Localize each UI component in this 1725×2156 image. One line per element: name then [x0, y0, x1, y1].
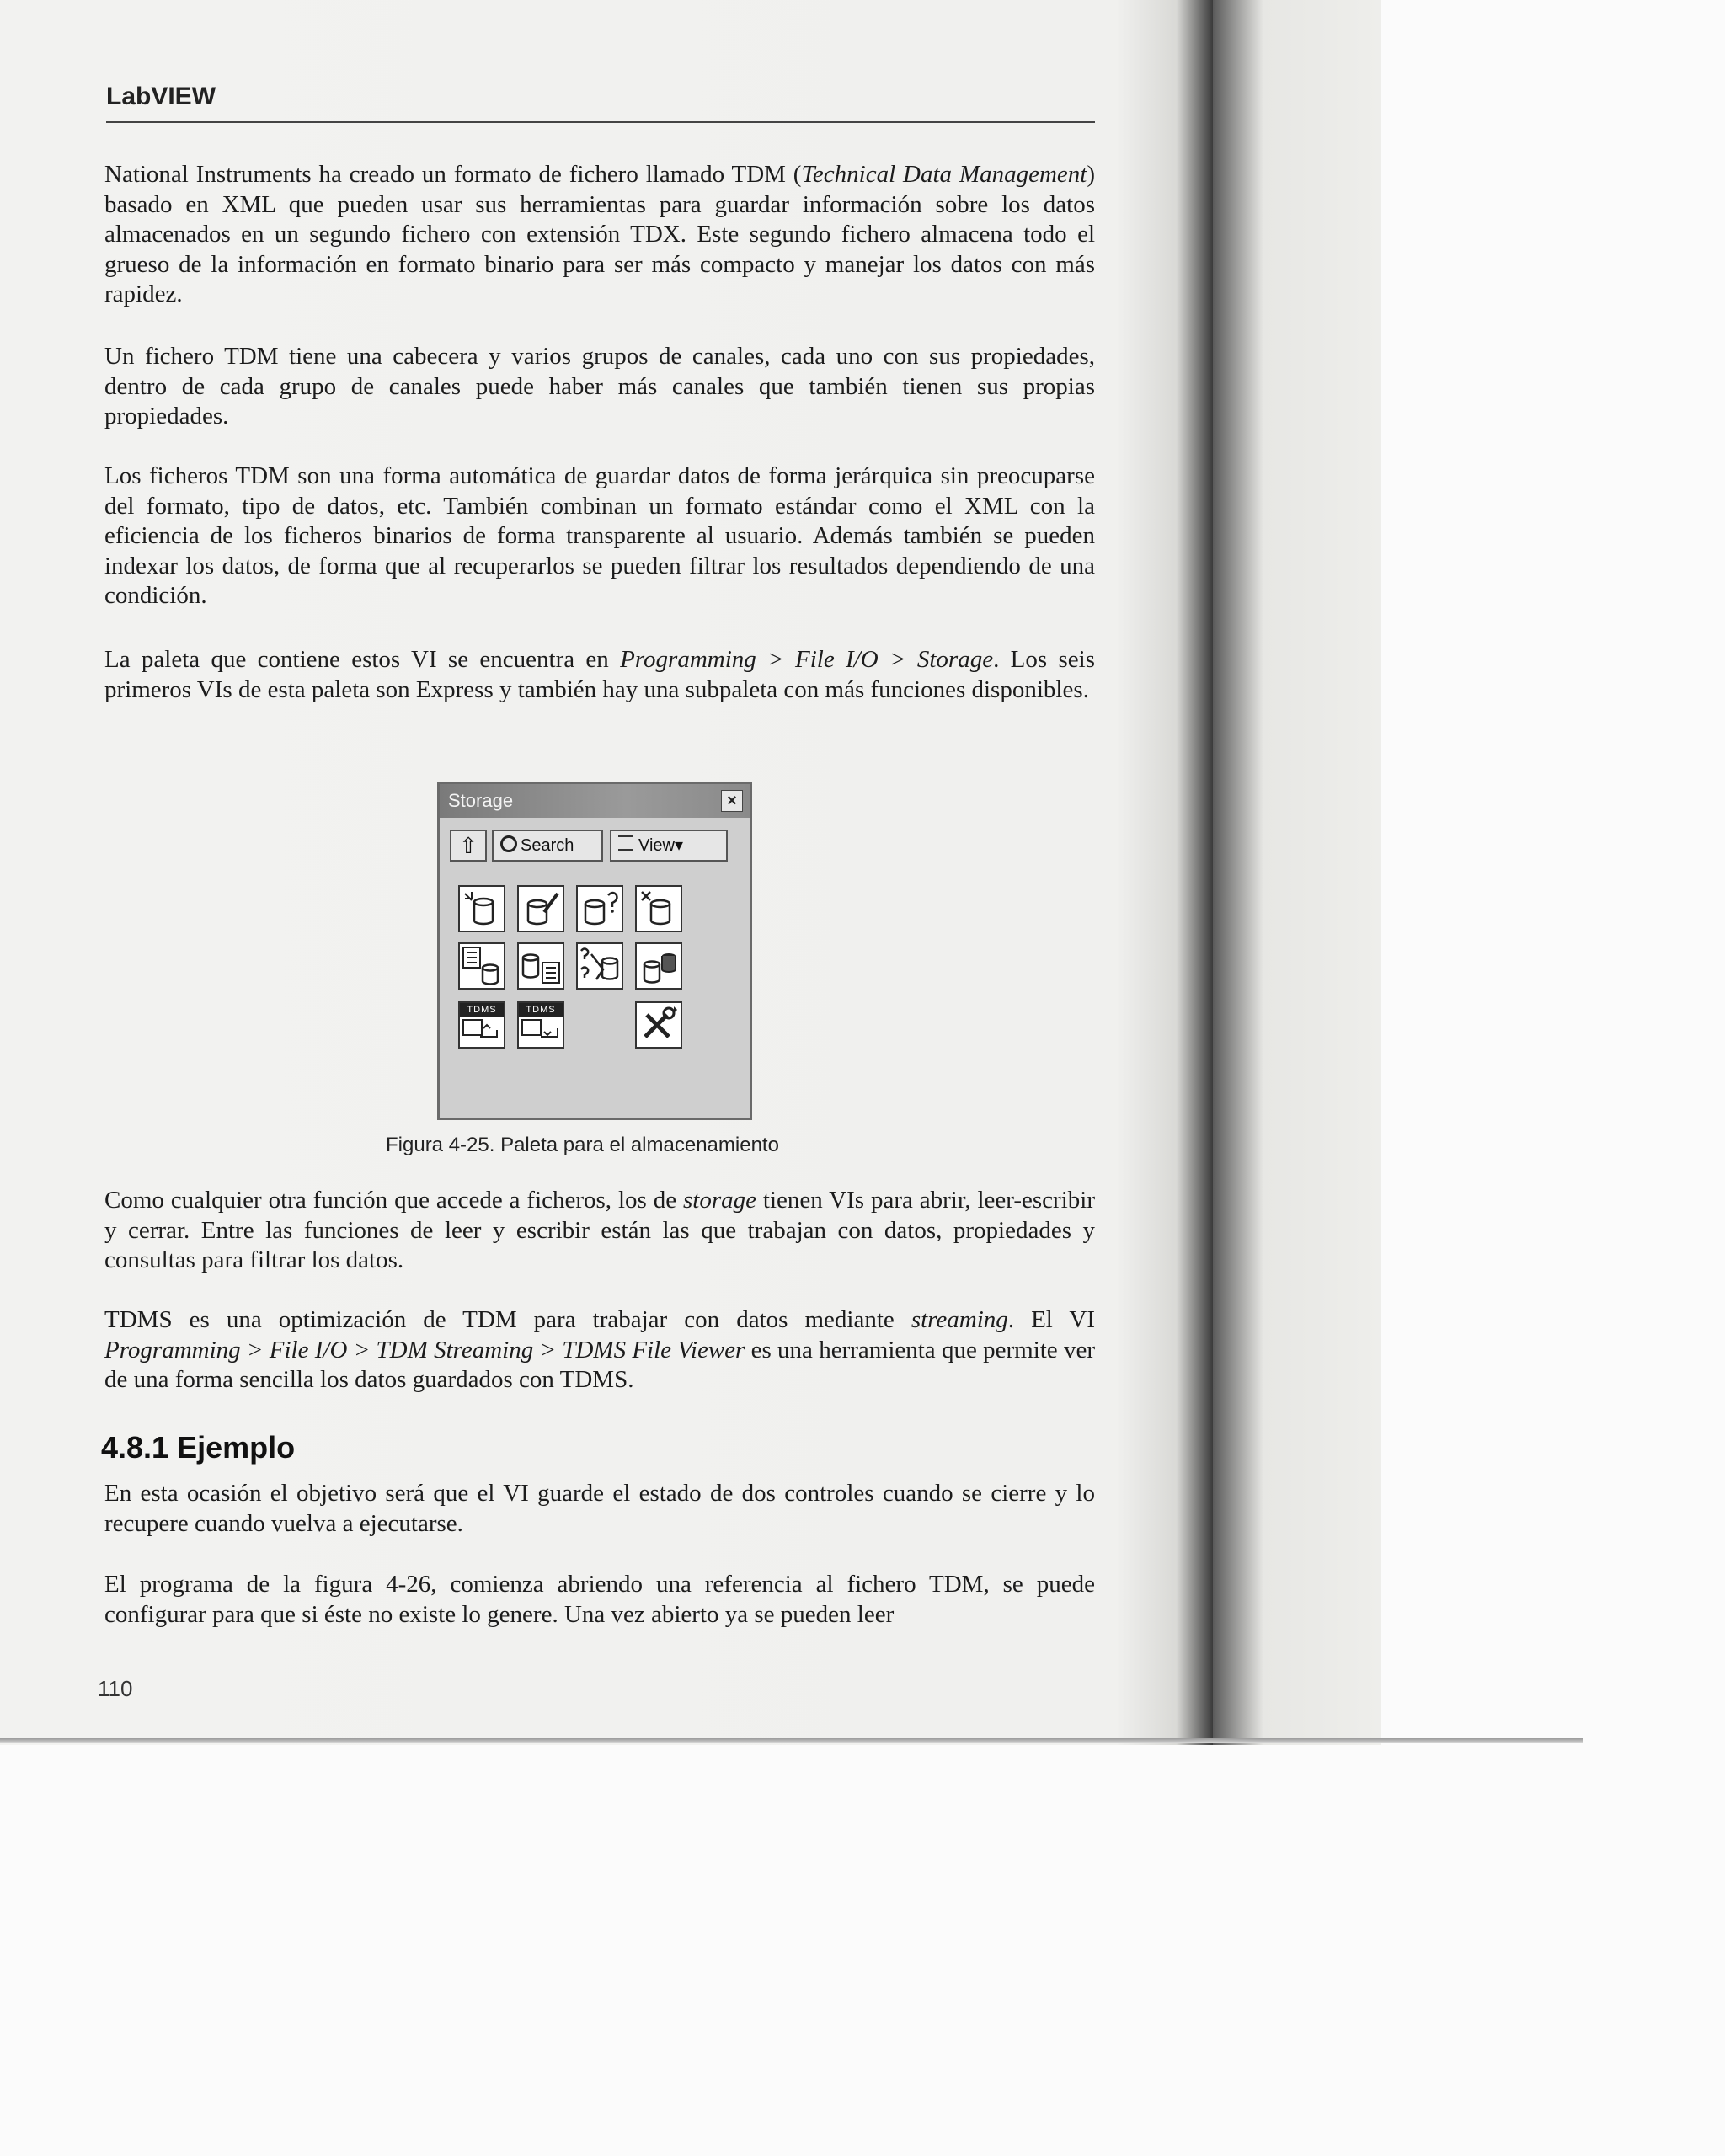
- get-properties-icon[interactable]: [517, 942, 564, 990]
- paragraph-text: Como cualquier otra función que accede a ficheros, los de: [104, 1187, 683, 1214]
- convert-format-icon[interactable]: [635, 942, 682, 990]
- close-icon[interactable]: ×: [721, 790, 743, 812]
- palette-title: Storage: [448, 790, 514, 811]
- storage-palette-window: [437, 782, 752, 1120]
- paragraph-text: . Los seis primeros VIs de esta paleta son Express y también hay una subpaleta con más funciones disponibles.: [104, 646, 1096, 703]
- paragraph-tdm-intro: [104, 160, 1095, 310]
- data-query-icon[interactable]: [576, 942, 623, 990]
- palette-title-bar: [440, 784, 750, 818]
- paragraph-example-program: [104, 1570, 1095, 1630]
- read-data-icon[interactable]: [576, 885, 623, 932]
- paragraph-tdm-advantages: [104, 462, 1095, 611]
- running-header: LabVIEW: [106, 83, 216, 110]
- paragraph-text: En esta ocasión el objetivo será que el VI guarde el estado de dos controles cuando se cierre y lo recupere cuando vuelva a ejecutarse.: [104, 1480, 1095, 1537]
- close-storage-icon[interactable]: [635, 885, 682, 932]
- write-data-icon[interactable]: [517, 885, 564, 932]
- set-properties-icon[interactable]: [458, 942, 505, 990]
- view-button[interactable]: [610, 830, 728, 862]
- paragraph-palette-location: [104, 645, 1095, 705]
- section-title: 4.8.1 Ejemplo: [101, 1430, 296, 1465]
- up-arrow-icon[interactable]: ⇧: [450, 830, 487, 862]
- paragraph-italic-text: Programming > File I/O > Storage: [620, 646, 994, 673]
- search-button-label: Search: [521, 836, 574, 855]
- paragraph-text: ) basado en XML que pueden usar sus herramientas para guardar información sobre los datos almacenados en un segundo fichero con extensión TDX. Este segundo fichero almacena todo el grueso de la información en formato binario para ser más compacto y manejar los datos con más rapidez.: [104, 161, 1095, 307]
- tdms-tag: TDMS: [519, 1003, 563, 1017]
- paragraph-tdm-structure: [104, 342, 1095, 432]
- paragraph-text: tienen VIs para abrir, leer-escribir y cerrar. Entre las funciones de leer y escribir están las que trabajan con datos, propiedades y consultas para filtrar los datos.: [104, 1187, 1095, 1273]
- adjacent-page-edge: [1213, 0, 1381, 1745]
- tdms-tag: TDMS: [460, 1003, 504, 1017]
- tdms-to-tdm-icon[interactable]: [458, 1001, 505, 1049]
- page-number: 110: [98, 1676, 133, 1701]
- paragraph-tdms: [104, 1305, 1095, 1396]
- paragraph-italic-text: storage: [683, 1187, 756, 1214]
- header-rule: [106, 121, 1095, 123]
- paragraph-text: El programa de la figura 4-26, comienza abriendo una referencia al fichero TDM, se puede configurar para que si éste no existe lo genere. Una vez abierto ya se pueden leer: [104, 1571, 1095, 1628]
- paragraph-text: TDMS es una optimización de TDM para trabajar con datos mediante: [104, 1306, 911, 1333]
- paragraph-italic-text: streaming: [911, 1306, 1008, 1333]
- paragraph-italic-text: Technical Data Management: [801, 161, 1087, 188]
- list-view-icon: [618, 835, 633, 851]
- paragraph-text: Un fichero TDM tiene una cabecera y varios grupos de canales, cada uno con sus propiedades, dentro de cada grupo de canales puede haber más canales que también tienen sus propias propiedades.: [104, 343, 1095, 430]
- tdm-to-tdms-icon[interactable]: [517, 1001, 564, 1049]
- view-button-label: View▾: [638, 836, 684, 855]
- paragraph-storage-functions: [104, 1186, 1095, 1276]
- figure-caption: Figura 4-25. Paleta para el almacenamiento: [386, 1134, 779, 1156]
- paragraph-text: . El VI: [1007, 1306, 1095, 1333]
- search-button[interactable]: [492, 830, 603, 862]
- paragraph-text: es una herramienta que permite ver de una forma sencilla los datos guardados con TDMS.: [104, 1336, 1095, 1393]
- paragraph-text: La paleta que contiene estos VI se encuentra en: [104, 646, 621, 673]
- open-storage-icon[interactable]: [458, 885, 505, 932]
- search-icon: [500, 835, 517, 852]
- paragraph-italic-text: Programming > File I/O > TDM Streaming > TDMS File Viewer: [104, 1336, 745, 1364]
- paragraph-text: Los ficheros TDM son una forma automática de guardar datos de forma jerárquica sin preocuparse del formato, tipo de datos, etc. También combinan un formato estándar como el XML con la eficiencia de los ficheros binarios de forma transparente al usuario. Además también se pueden indexar los datos, de forma que al recuperarlos se pueden filtrar los resultados dependiendo de una condición.: [104, 462, 1095, 609]
- paragraph-example-goal: [104, 1479, 1095, 1539]
- advanced-subpalette-icon[interactable]: [635, 1001, 682, 1049]
- paragraph-text: National Instruments ha creado un formato de fichero llamado TDM (: [104, 161, 802, 188]
